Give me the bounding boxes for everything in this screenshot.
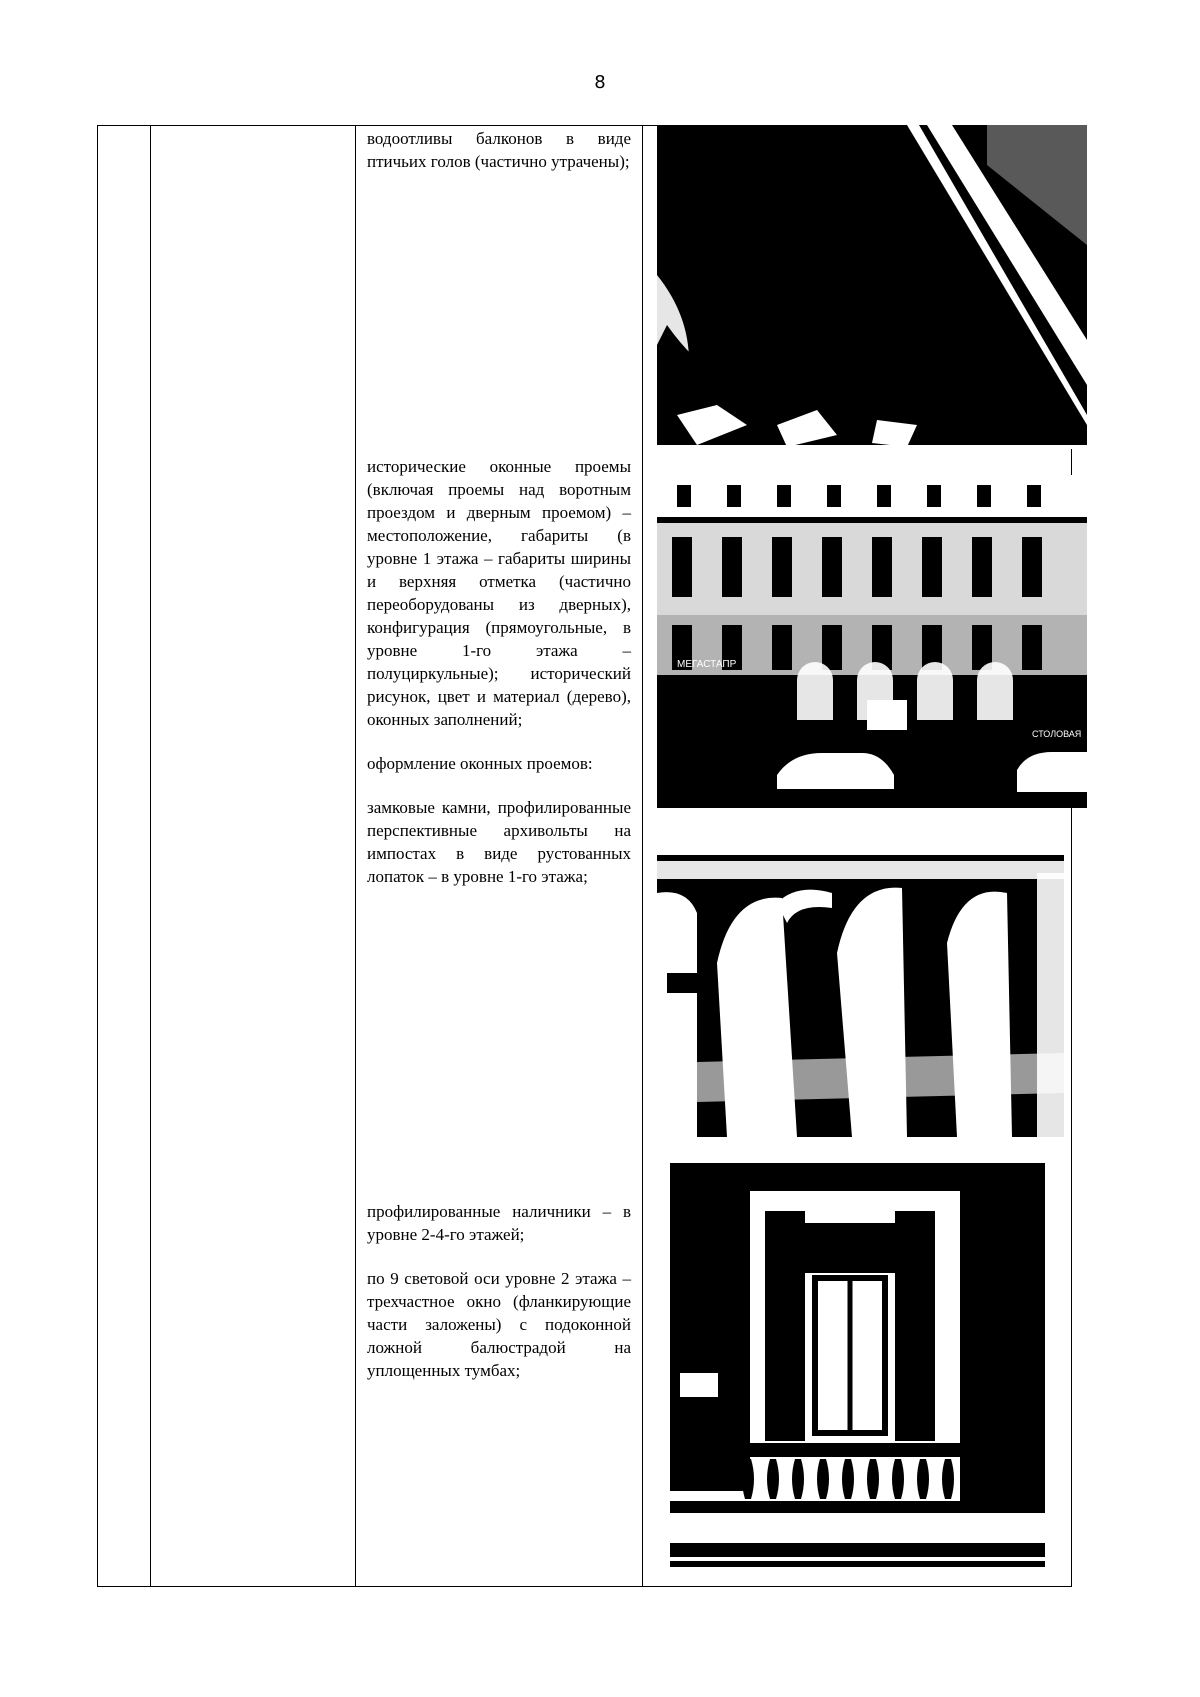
text-block-windows <box>367 455 631 909</box>
paragraph: водоотливы балконов в виде птичьих голов (частично утрачены); <box>367 129 631 171</box>
column-divider <box>642 126 643 1586</box>
paragraph: по 9 световой оси уровне 2 этажа – трехчастное окно (фланкирующие части заложены) с подоконной ложной балюстрадой на уплощенных тумбах; <box>367 1269 631 1380</box>
paragraph: замковые камни, профилированные перспективные архивольты на импостах в виде рустованных лопаток – в уровне 1-го этажа; <box>367 798 631 886</box>
facade-street-photo <box>657 475 1087 808</box>
column-divider <box>355 126 356 1586</box>
sign-megastapr: МЕГАСТАПР <box>677 659 737 670</box>
sign-stolovaya: СТОЛОВАЯ <box>1032 729 1082 739</box>
paragraph: профилированные наличники – в уровне 2-4-го этажей; <box>367 1202 631 1244</box>
text-block-casings <box>367 1200 631 1403</box>
balustrade-window-photo <box>670 1163 1045 1573</box>
paragraph: исторические оконные проемы (включая проемы над воротным проездом и дверным проемом) – местоположение, габариты (в уровне 1 этажа – габариты ширины и верхняя отметка (частично переоборудованы из дверных), конфигурация (прямоугольные, в уровне 1-го этажа – полуциркульные); исторический рисунок, цвет и материал (дерево), оконных заполнений; <box>367 457 631 729</box>
balcony-drain-photo <box>657 125 1087 449</box>
page-number: 8 <box>594 72 606 93</box>
text-block-drains <box>367 127 631 194</box>
paragraph: оформление оконных проемов: <box>367 754 593 773</box>
arched-windows-photo <box>657 833 1064 1137</box>
column-divider <box>150 126 151 1586</box>
